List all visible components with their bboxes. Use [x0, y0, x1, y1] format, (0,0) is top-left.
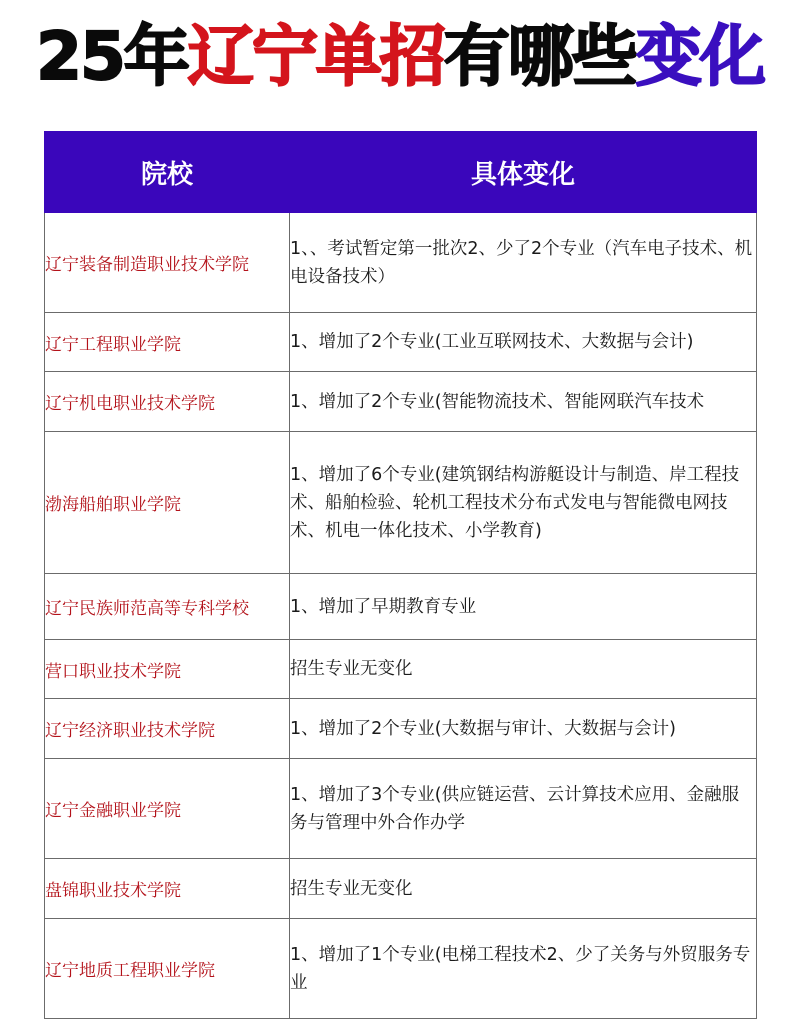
school-name: 辽宁装备制造职业技术学院 — [45, 213, 290, 313]
school-name: 辽宁工程职业学院 — [45, 313, 290, 372]
table-row — [45, 759, 757, 859]
page-title — [0, 14, 800, 100]
table-row — [45, 432, 757, 574]
school-name: 辽宁经济职业技术学院 — [45, 699, 290, 759]
table-row — [45, 640, 757, 699]
change-detail: 1、增加了2个专业(大数据与审计、大数据与会计) — [290, 699, 757, 759]
change-detail: 1、增加了2个专业(智能物流技术、智能网联汽车技术 — [290, 372, 757, 432]
title-liaoning-danzhao: 辽宁单招 — [187, 18, 444, 95]
school-name: 营口职业技术学院 — [45, 640, 290, 699]
table-row — [45, 859, 757, 919]
change-detail: 1、增加了1个专业(电梯工程技术2、少了关务与外贸服务专业 — [290, 919, 757, 1019]
changes-table — [44, 131, 757, 1019]
table-row — [45, 699, 757, 759]
header-changes: 具体变化 — [290, 132, 757, 213]
change-detail: 1、增加了6个专业(建筑钢结构游艇设计与制造、岸工程技术、船舶检验、轮机工程技术分布式发电与智能微电网技术、机电一体化技术、小学教育) — [290, 432, 757, 574]
school-name: 渤海船舶职业学院 — [45, 432, 290, 574]
table-header-row — [45, 132, 757, 213]
table-row — [45, 574, 757, 640]
table-row — [45, 919, 757, 1019]
title-what: 有哪些 — [443, 18, 636, 95]
change-detail: 招生专业无变化 — [290, 640, 757, 699]
title-year: 25年 — [36, 18, 188, 95]
change-detail: 1、增加了早期教育专业 — [290, 574, 757, 640]
change-detail: 1、增加了2个专业(工业互联网技术、大数据与会计) — [290, 313, 757, 372]
school-name: 辽宁地质工程职业学院 — [45, 919, 290, 1019]
title-changes: 变化 — [635, 18, 764, 95]
table-row — [45, 372, 757, 432]
school-name: 盘锦职业技术学院 — [45, 859, 290, 919]
table-row — [45, 313, 757, 372]
table-row — [45, 213, 757, 313]
change-detail: 招生专业无变化 — [290, 859, 757, 919]
change-detail: 1、增加了3个专业(供应链运营、云计算技术应用、金融服务与管理中外合作办学 — [290, 759, 757, 859]
school-name: 辽宁机电职业技术学院 — [45, 372, 290, 432]
school-name: 辽宁民族师范高等专科学校 — [45, 574, 290, 640]
school-name: 辽宁金融职业学院 — [45, 759, 290, 859]
change-detail: 1、、考试暂定第一批次2、少了2个专业（汽车电子技术、机电设备技术） — [290, 213, 757, 313]
header-school: 院校 — [45, 132, 290, 213]
